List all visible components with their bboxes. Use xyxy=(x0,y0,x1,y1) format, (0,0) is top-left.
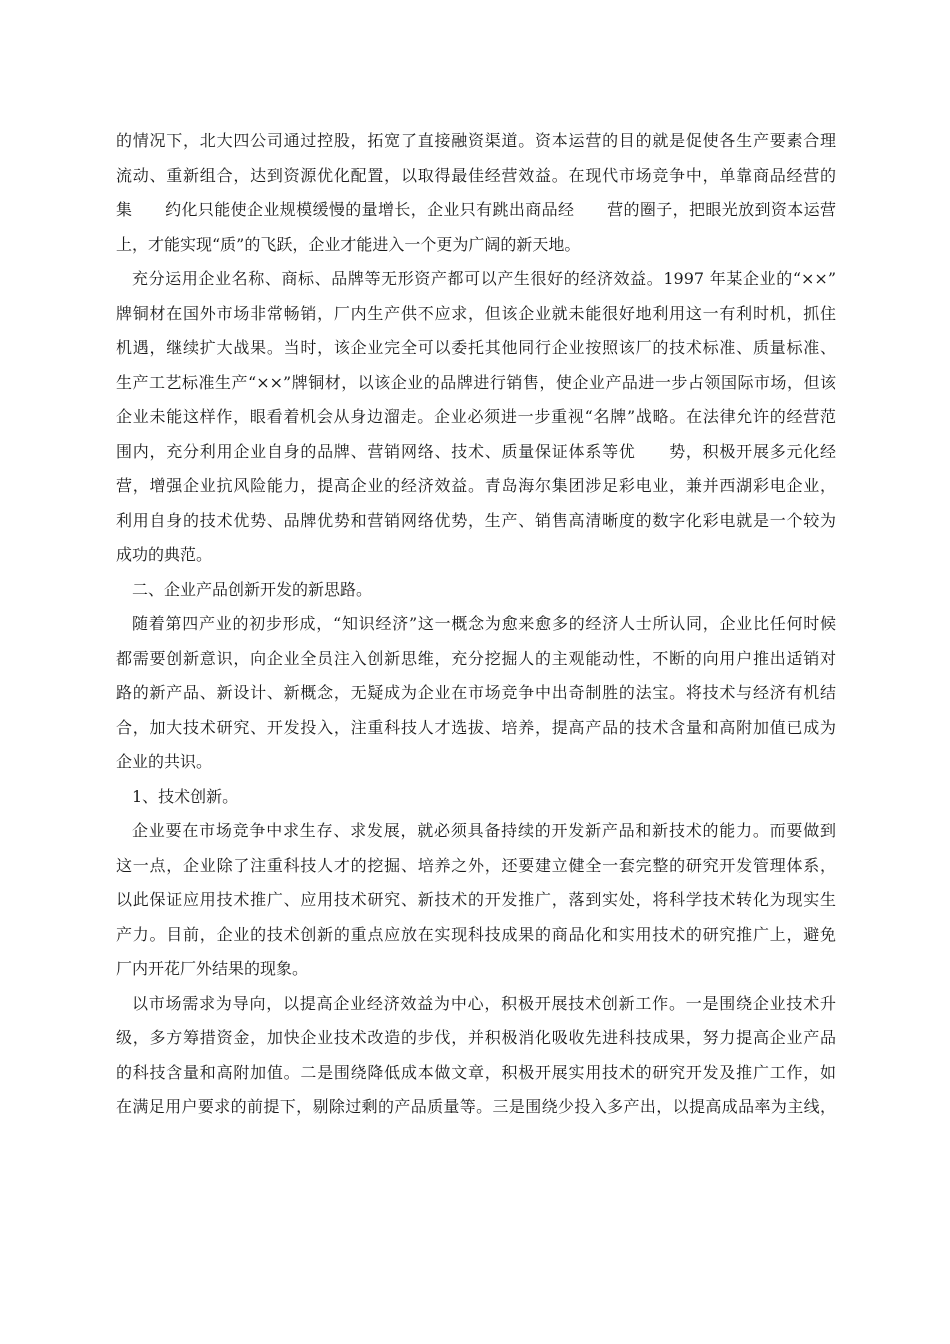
text-line: 这一点，企业除了注重科技人才的挖掘、培养之外，还要建立健全一套完整的研究开发管理体系， xyxy=(116,855,836,875)
text-line: 集 约化只能使企业规模缓慢的量增长，企业只有跳出商品经 营的圈子，把眼光放到资本运营 xyxy=(116,200,836,219)
text-line: 以市场需求为导向，以提高企业经济效益为中心，积极开展技术创新工作。一是围绕企业技术升 xyxy=(132,993,836,1013)
text-line: 生产工艺标准生产“××”牌铜材，以该企业的品牌进行销售，使企业产品进一步占领国际市场，但该 xyxy=(116,372,836,392)
text-line: 厂内开花厂外结果的现象。 xyxy=(116,959,309,978)
text-line: 上，才能实现“质”的飞跃，企业才能进入一个更为广阔的新天地。 xyxy=(116,234,581,254)
text-line: 成功的典范。 xyxy=(116,545,213,564)
text-line: 的科技含量和高附加值。二是围绕降低成本做文章，积极开展实用技术的研究开发及推广工作，如 xyxy=(116,1062,836,1082)
text-line: 以此保证应用技术推广、应用技术研究、新技术的开发推广，落到实处，将科学技术转化为现实生 xyxy=(116,890,836,909)
text-line: 牌铜材在国外市场非常畅销，厂内生产供不应求，但该企业就未能很好地利用这一有利时机，抓住 xyxy=(116,303,836,323)
text-line: 产力。目前，企业的技术创新的重点应放在实现科技成果的商品化和实用技术的研究推广上，避免 xyxy=(116,924,836,944)
text-line: 营，增强企业抗风险能力，提高企业的经济效益。青岛海尔集团涉足彩电业，兼并西湖彩电企业， xyxy=(116,476,836,495)
text-line: 企业的共识。 xyxy=(116,752,213,771)
text-line: 级，多方筹措资金，加快企业技术改造的步伐，并积极消化吸收先进科技成果，努力提高企业产品 xyxy=(116,1028,836,1047)
text-line: 充分运用企业名称、商标、品牌等无形资产都可以产生很好的经济效益。1997 年某企业的“××” xyxy=(132,269,836,288)
document-body xyxy=(116,124,836,1125)
text-line: 在满足用户要求的前提下，剔除过剩的产品质量等。三是围绕少投入多产出，以提高成品率为主线， xyxy=(116,1097,836,1116)
section-heading: 二、企业产品创新开发的新思路。 xyxy=(132,579,373,599)
text-line: 流动、重新组合，达到资源优化配置，以取得最佳经营效益。在现代市场竞争中，单靠商品经营的 xyxy=(116,165,836,185)
text-line: 路的新产品、新设计、新概念，无疑成为企业在市场竞争中出奇制胜的法宝。将技术与经济有机结 xyxy=(116,683,836,702)
text-line: 随着第四产业的初步形成，“知识经济”这一概念为愈来愈多的经济人士所认同，企业比任何时候 xyxy=(132,614,836,633)
text-line: 都需要创新意识，向企业全员注入创新思维，充分挖掘人的主观能动性，不断的向用户推出适销对 xyxy=(116,648,836,668)
text-line: 的情况下，北大四公司通过控股，拓宽了直接融资渠道。资本运营的目的就是促使各生产要素合理 xyxy=(116,131,836,150)
text-line: 围内，充分利用企业自身的品牌、营销网络、技术、质量保证体系等优 势，积极开展多元化经 xyxy=(116,441,836,461)
text-line: 企业未能这样作，眼看着机会从身边溜走。企业必须进一步重视“名牌”战略。在法律允许的经营范 xyxy=(116,407,836,426)
subsection-heading: 1、技术创新。 xyxy=(132,786,239,806)
text-line: 企业要在市场竞争中求生存、求发展，就必须具备持续的开发新产品和新技术的能力。而要做到 xyxy=(132,821,836,840)
text-line: 合，加大技术研究、开发投入，注重科技人才选拔、培养，提高产品的技术含量和高附加值已成为 xyxy=(116,717,836,737)
text-line: 利用自身的技术优势、品牌优势和营销网络优势，生产、销售高清晰度的数字化彩电就是一个较为 xyxy=(116,510,836,530)
text-line: 机遇，继续扩大战果。当时，该企业完全可以委托其他同行企业按照该厂的技术标准、质量标准、 xyxy=(116,338,836,357)
